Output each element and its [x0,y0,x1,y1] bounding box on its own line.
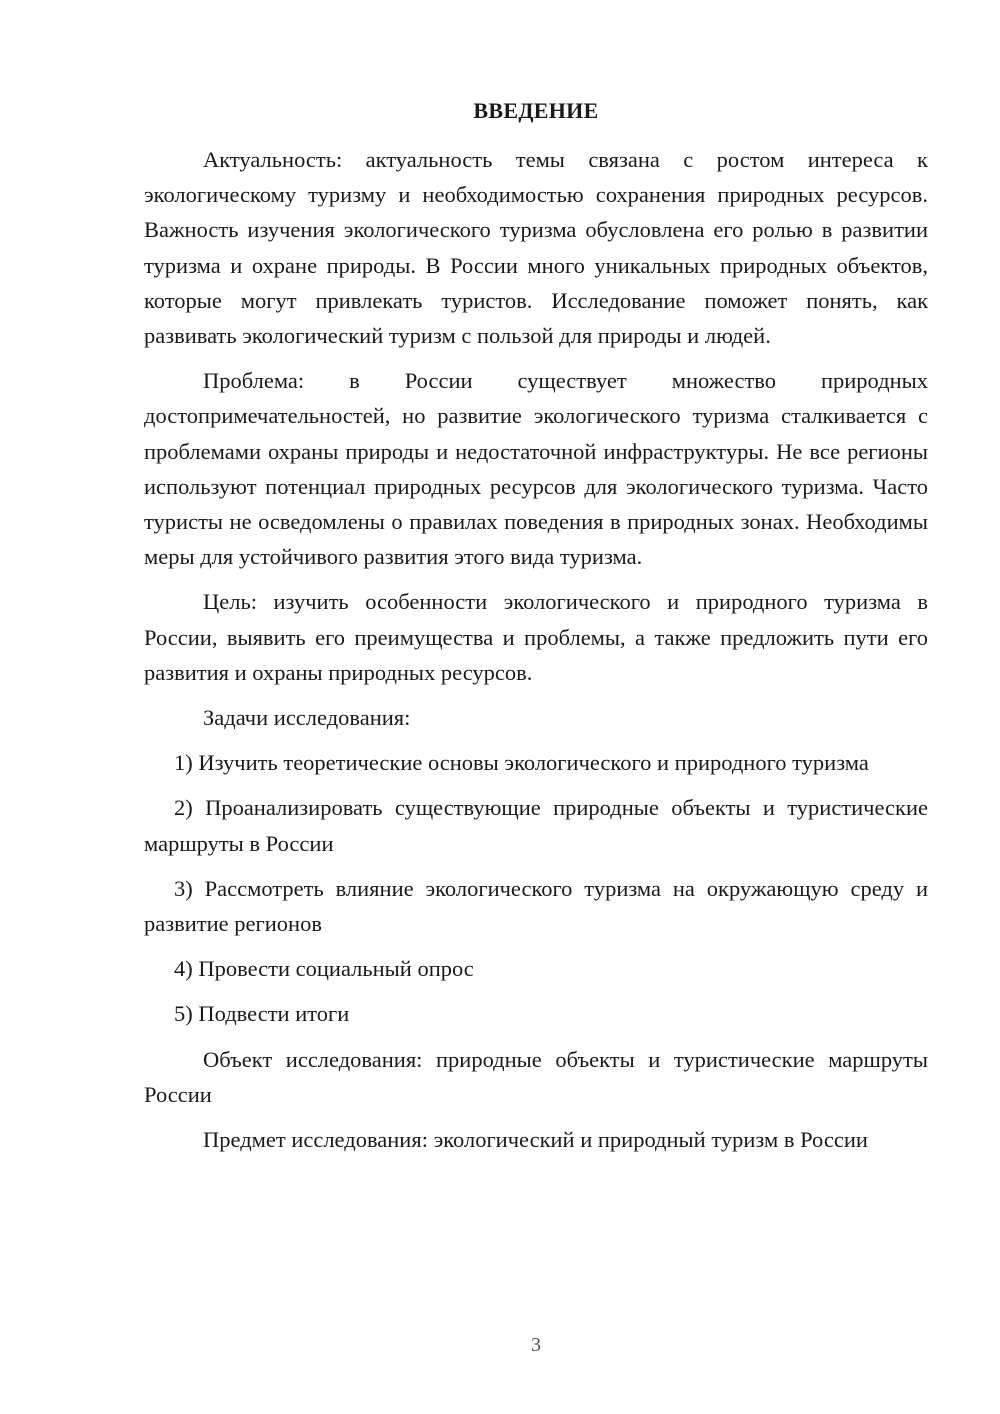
page-number: 3 [531,1334,541,1356]
task-item-1: 1) Изучить теоретические основы экологического и природного туризма [174,750,869,776]
task-item-5: 5) Подвести итоги [174,1001,350,1027]
paragraph-relevance: Актуальность: актуальность темы связана с ростом интереса к экологическому туризму и необходимостью сохранения природных ресурсов. Важность изучения экологического туризма обусловлена его ролью в развитии туризма и охране природы. В России много уникальных природных объектов, которые могут привлекать туристов. Исследование поможет понять, как развивать экологический туризм с пользой для природы и людей. [144,147,928,349]
paragraph-tasks-heading: Задачи исследования: [203,705,411,731]
document-body [144,142,928,1157]
task-item-2: 2) Проанализировать существующие природные объекты и туристические маршруты в России [144,795,928,856]
task-item-3: 3) Рассмотреть влияние экологического туризма на окружающую среду и развитие регионов [144,875,928,937]
paragraph-problem: Проблема: в России существует множество природных достопримечательностей, но развитие экологического туризма сталкивается с проблемами охраны природы и недостаточной инфраструктуры. Не все регионы используют потенциал природных ресурсов для экологического туризма. Часто туристы не осведомлены о правилах поведения в природных зонах. Необходимы меры для устойчивого развития этого вида туризма. [144,368,928,570]
paragraph-goal: Цель: изучить особенности экологического и природного туризма в России, выявить его преимущества и проблемы, а также предложить пути его развития и охраны природных ресурсов. [144,589,928,685]
paragraph-research-object: Объект исследования: природные объекты и туристические маршруты России [144,1046,928,1107]
paragraph-research-subject: Предмет исследования: экологический и природный туризм в России [203,1127,868,1153]
section-title: ВВЕДЕНИЕ [473,98,599,123]
task-item-4: 4) Провести социальный опрос [174,956,474,982]
